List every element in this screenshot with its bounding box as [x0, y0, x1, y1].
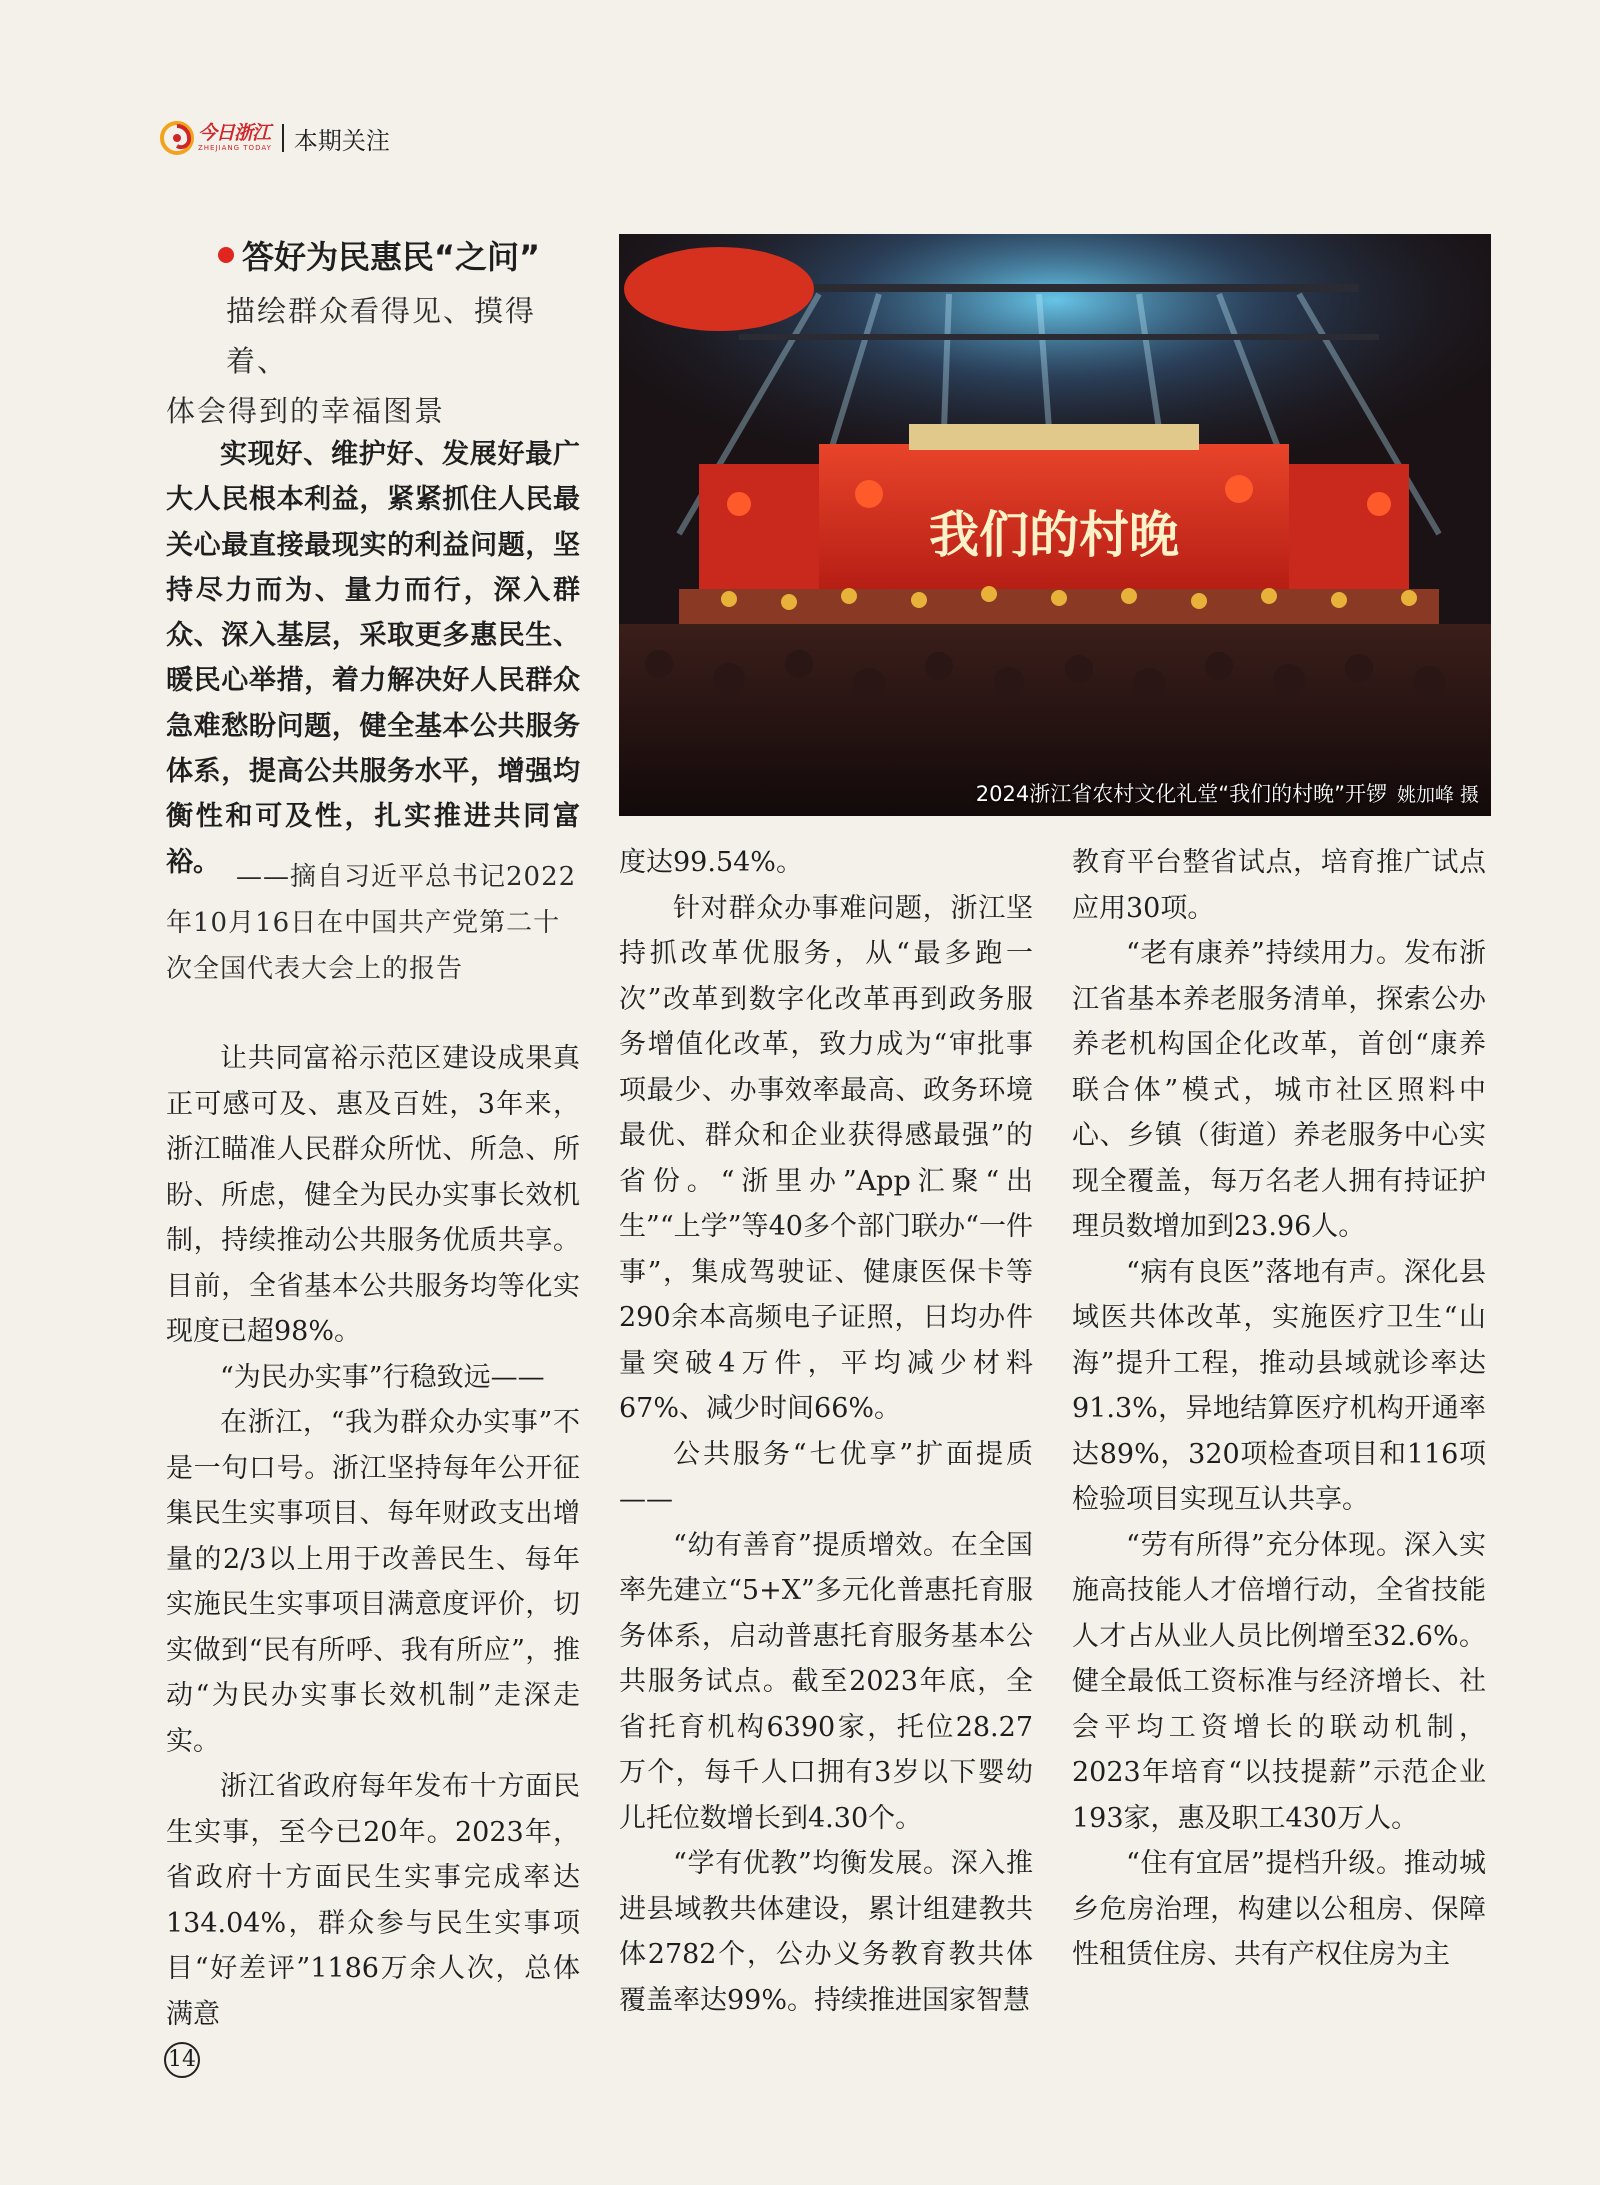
- deck-line-2: 体会得到的幸福图景: [166, 394, 446, 428]
- bullet-dot-icon: [218, 247, 234, 263]
- quote-source-line-2: 年10月16日在中国共产党第二十: [166, 908, 561, 938]
- photo-caption-text: 2024浙江省农村文化礼堂“我们的村晚”开锣: [975, 782, 1387, 806]
- logo-swirl-icon: [160, 121, 194, 155]
- logo-english-text: ZHEJIANG TODAY: [198, 144, 272, 152]
- header-divider: [282, 124, 284, 152]
- col2-paragraph: 针对群众办事难问题，浙江坚持抓改革优服务，从“最多跑一次”改革到数字化改革再到政务服务增值化改革，致力成为“审批事项最少、办事效率最高、政务环境最优、群众和企业获得感最强”的省份。“浙里办”App汇聚“出生”“上学”等40多个部门联办“一件事”，集成驾驶证、健康医保卡等290余本高频电子证照，日均办件量突破4万件，平均减少材料67%、减少时间66%。: [619, 892, 1033, 1424]
- quote-source: [166, 854, 580, 992]
- stage-scene-image: [619, 234, 1491, 816]
- col1-paragraph: “为民办实事”行稳致远——: [220, 1361, 545, 1393]
- col1-paragraph: 让共同富裕示范区建设成果真正可感可及、惠及百姓，3年来，浙江瞄准人民群众所忧、所急、所盼、所虑，健全为民办实事长效机制，持续推动公共服务优质共享。目前，全省基本公共服务均等化实现度已超98%。: [166, 1043, 580, 1347]
- deck: [166, 286, 586, 436]
- section-name: 本期关注: [293, 126, 390, 155]
- event-photo: [619, 234, 1491, 816]
- deck-line-1: 描绘群众看得见、摸得着、: [226, 294, 537, 378]
- col2-paragraph: “学有优教”均衡发展。深入推进县域教共体建设，累计组建教共体2782个，公办义务教育教共体覆盖率达99%。持续推进国家智慧: [619, 1848, 1033, 2016]
- col3-paragraph: “病有良医”落地有声。深化县域医共体改革，实施医疗卫生“山海”提升工程，推动县域就诊率达91.3%，异地结算医疗机构开通率达89%，320项检查项目和116项检验项目实现互认共享。: [1072, 1256, 1486, 1515]
- stage-title-text: 我们的村晚: [929, 505, 1179, 564]
- column-3: [1072, 840, 1486, 1978]
- col3-paragraph: “住有宜居”提档升级。推动城乡危房治理，构建以公租房、保障性租赁住房、共有产权住房为主: [1072, 1848, 1486, 1970]
- column-1: [166, 1036, 580, 2037]
- subhead: [218, 232, 540, 278]
- quote-source-line-1: ——摘自习近平总书记2022: [236, 862, 577, 892]
- col3-paragraph: “劳有所得”充分体现。深入实施高技能人才倍增行动，全省技能人才占从业人员比例增至32.6%。健全最低工资标准与经济增长、社会平均工资增长的联动机制，2023年培育“以技提薪”示范企业193家，惠及职工430万人。: [1072, 1529, 1486, 1834]
- pull-quote-text: 实现好、维护好、发展好最广大人民根本利益，紧紧抓住人民最关心最直接最现实的利益问题，坚持尽力而为、量力而行，深入群众、深入基层，采取更多惠民生、暖民心举措，着力解决好人民群众急难愁盼问题，健全基本公共服务体系，提高公共服务水平，增强均衡性和可及性，扎实推进共同富裕。: [166, 439, 580, 878]
- quote-source-line-3: 次全国代表大会上的报告: [166, 954, 464, 984]
- col2-paragraph: “幼有善育”提质增效。在全国率先建立“5+X”多元化普惠托育服务体系，启动普惠托育服务基本公共服务试点。截至2023年底，全省托育机构6390家，托位28.27万个，每千人口拥有3岁以下婴幼儿托位数增长到4.30个。: [619, 1529, 1033, 1834]
- page-number: 14: [164, 2042, 200, 2078]
- col1-paragraph: 浙江省政府每年发布十方面民生实事，至今已20年。2023年，省政府十方面民生实事完成率达134.04%，群众参与民生实事项目“好差评”1186万余人次，总体满意: [166, 1771, 580, 2030]
- column-2: [619, 840, 1033, 2023]
- col3-paragraph: “老有康养”持续用力。发布浙江省基本养老服务清单，探索公办养老机构国企化改革，首创“康养联合体”模式，城市社区照料中心、乡镇（街道）养老服务中心实现全覆盖，每万名老人拥有持证护理员数增加到23.96人。: [1072, 938, 1486, 1242]
- col1-paragraph: 在浙江，“我为群众办实事”不是一句口号。浙江坚持每年公开征集民生实事项目、每年财政支出增量的2/3以上用于改善民生、每年实施民生实事项目满意度评价，切实做到“民有所呼、我有所应”，推动“为民办实事长效机制”走深走实。: [166, 1407, 580, 1757]
- photo-caption: [976, 778, 1479, 808]
- col2-paragraph: 度达99.54%。: [619, 847, 803, 878]
- col3-paragraph: 教育平台整省试点，培育推广试点应用30项。: [1072, 847, 1486, 924]
- subhead-text: 答好为民惠民“之问”: [242, 238, 541, 276]
- pull-quote: [166, 432, 580, 885]
- magazine-logo: [160, 121, 272, 155]
- photo-credit: 姚加峰 摄: [1396, 784, 1479, 806]
- col2-paragraph: 公共服务“七优享”扩面提质——: [619, 1438, 1033, 1515]
- page-header: [160, 118, 390, 158]
- logo-chinese-text: 今日浙江: [198, 122, 271, 144]
